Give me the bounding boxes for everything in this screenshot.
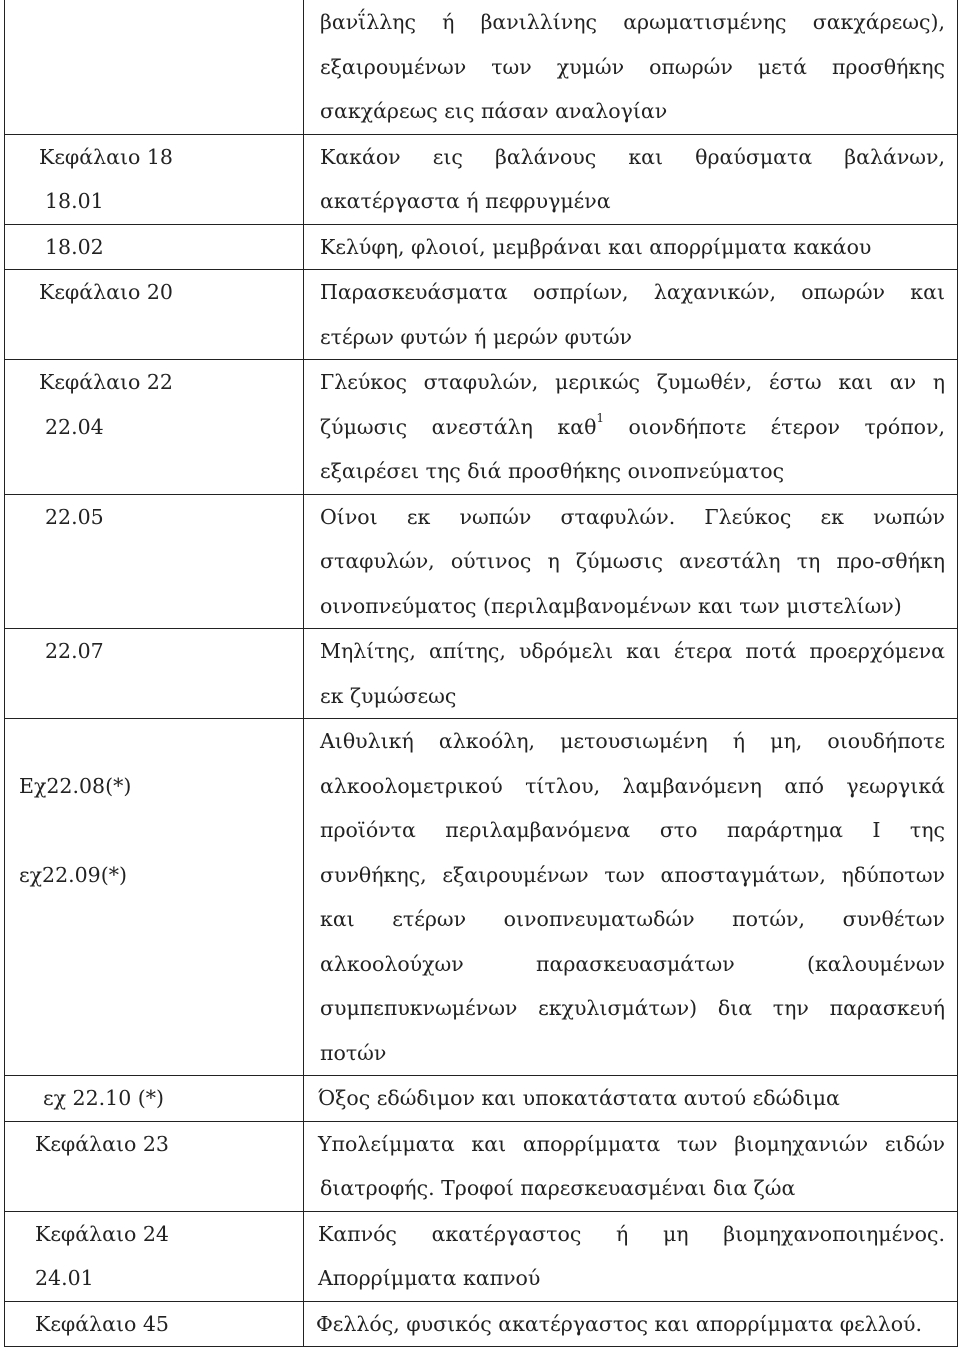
description-cell	[304, 360, 958, 495]
description-line: και ετέρων οινοπνευματωδών ποτών, συνθέτων	[320, 907, 945, 931]
table-row	[5, 494, 958, 629]
heading-code: 22.07	[45, 639, 104, 663]
description-line: εκ ζυμώσεως	[320, 683, 457, 708]
description-cell	[304, 1076, 958, 1122]
heading-code: 24.01	[35, 1266, 94, 1290]
description-line: Απορρίμματα καπνού	[318, 1266, 541, 1290]
description-line: σακχάρεως εις πάσαν αναλογίαν	[320, 99, 668, 123]
description-line: ποτών	[320, 1040, 387, 1065]
description-cell	[304, 1211, 958, 1301]
description-line: οινοπνεύματος (περιλαμβανομένων και των μιστελίων)	[320, 593, 902, 618]
spacer	[5, 808, 303, 853]
description-line: ετέρων φυτών ή μερών φυτών	[320, 324, 633, 349]
heading-code: 22.05	[45, 504, 104, 529]
code-cell	[5, 224, 304, 270]
description-cell	[304, 494, 958, 629]
code-cell	[5, 0, 304, 134]
description-line: εξαιρουμένων των χυμών οπωρών μετά προσθήκης	[320, 54, 945, 79]
table-row	[5, 1211, 958, 1301]
table-row	[5, 1301, 958, 1347]
heading-code: εχ22.09(*)	[19, 862, 127, 887]
description-line: σταφυλών, ούτινος η ζύμωσις ανεστάλη τη προ-σθήκη	[320, 549, 945, 573]
description-line: Όξος εδώδιμον και υποκατάστατα αυτού εδώδιμα	[318, 1086, 840, 1110]
code-cell	[5, 360, 304, 495]
table-row	[5, 134, 958, 224]
heading-code: 18.01	[45, 189, 104, 213]
description-cell	[304, 719, 958, 1076]
description-cell	[304, 0, 958, 134]
table-row	[5, 629, 958, 719]
code-cell	[5, 494, 304, 629]
description-line: Κελύφη, φλοιοί, μεμβράναι και απορρίμματα κακάου	[320, 234, 872, 259]
description-line: αλκοολούχων παρασκευασμάτων (καλουμένων	[320, 951, 945, 976]
code-cell	[5, 1076, 304, 1122]
spacer	[5, 719, 303, 764]
chapter-label: Κεφάλαιο 18	[39, 144, 173, 169]
footnote-marker: 1	[596, 410, 605, 425]
description-cell	[304, 1121, 958, 1211]
code-cell	[5, 719, 304, 1076]
description-line: ακατέργαστα ή πεφρυγμένα	[320, 189, 611, 213]
description-text: ζύμωσις ανεστάλη καθ	[320, 414, 597, 439]
code-cell	[5, 1301, 304, 1347]
description-line: διατροφής. Τροφοί παρεσκευασμέναι δια ζώα	[320, 1176, 796, 1200]
description-line: Υπολείμματα και απορρίμματα των βιομηχανιών ειδών	[318, 1131, 945, 1156]
chapter-label: Κεφάλαιο 24	[35, 1221, 169, 1246]
description-line-with-footnote	[304, 405, 945, 450]
table-row	[5, 270, 958, 360]
description-cell	[304, 1301, 958, 1347]
description-cell	[304, 134, 958, 224]
description-line: Φελλός, φυσικός ακατέργαστος και απορρίμματα φελλού.	[316, 1311, 923, 1336]
heading-code: εχ 22.10 (*)	[43, 1086, 165, 1110]
description-cell	[304, 629, 958, 719]
description-line: Παρασκευάσματα οσπρίων, λαχανικών, οπωρών και	[320, 280, 945, 304]
description-text: οιονδήποτε έτερον τρόπον,	[628, 414, 945, 439]
table-row	[5, 719, 958, 1076]
table-row	[5, 1076, 958, 1122]
description-line: Γλεύκος σταφυλών, μερικώς ζυμωθέν, έστω και αν η	[320, 370, 945, 394]
heading-code: 22.04	[45, 414, 104, 439]
description-cell	[304, 224, 958, 270]
description-line: συμπεπυκνωμένων εκχυλισμάτων) δια την παρασκευή	[320, 996, 945, 1020]
description-line: Μηλίτης, απίτης, υδρόμελι και έτερα ποτά προερχόμενα	[320, 639, 945, 663]
table-row	[5, 0, 958, 134]
description-line: Κακάον εις βαλάνους και θραύσματα βαλάνων,	[320, 144, 945, 169]
description-line: εξαιρέσει της διά προσθήκης οινοπνεύματος	[320, 459, 785, 483]
chapter-label: Κεφάλαιο 22	[39, 370, 173, 394]
code-cell	[5, 270, 304, 360]
code-cell	[5, 629, 304, 719]
description-line: αλκοολομετρικού τίτλου, λαμβανόμενη από γεωργικά	[320, 773, 945, 798]
description-line: συνθήκης, εξαιρουμένων των αποσταγμάτων, ηδύποτων	[320, 862, 945, 887]
chapter-label: Κεφάλαιο 20	[39, 280, 173, 304]
description-line: Οίνοι εκ νωπών σταφυλών. Γλεύκος εκ νωπών	[320, 504, 945, 529]
heading-code: 18.02	[45, 234, 104, 259]
heading-code: Εχ22.08(*)	[19, 773, 132, 798]
table-row	[5, 360, 958, 495]
code-cell	[5, 1211, 304, 1301]
chapter-label: Κεφάλαιο 45	[35, 1311, 169, 1336]
chapter-label: Κεφάλαιο 23	[35, 1131, 169, 1156]
code-cell	[5, 1121, 304, 1211]
table-row	[5, 224, 958, 270]
description-line: βανΐλλης ή βανιλλίνης αρωματισμένης σακχάρεως),	[320, 10, 945, 34]
description-line: Καπνός ακατέργαστος ή μη βιομηχανοποιημένος.	[318, 1221, 945, 1246]
table-row	[5, 1121, 958, 1211]
description-line: προϊόντα περιλαμβανόμενα στο παράρτημα Ι της	[320, 818, 945, 842]
description-line: Αιθυλική αλκοόλη, μετουσιωμένη ή μη, οιουδήποτε	[320, 729, 945, 753]
description-cell	[304, 270, 958, 360]
code-cell	[5, 134, 304, 224]
products-table	[4, 0, 958, 1347]
